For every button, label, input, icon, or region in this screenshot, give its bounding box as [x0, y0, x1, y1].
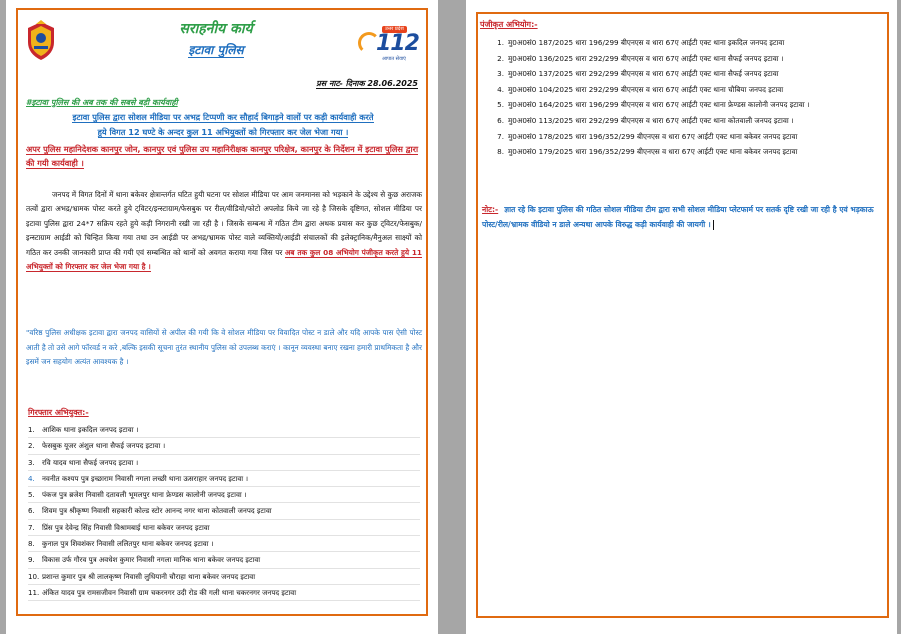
arrested-item — [28, 520, 420, 536]
header-subtitle: इटावा पुलिस — [188, 43, 244, 57]
direction-note: अपर पुलिस महानिदेशक कानपुर जोन, कानपुर एवं पुलिस उप महानिरीक्षक कानपुर परिक्षेत्र, कानपुर के निर्देशन में इटावा पुलिस द्वारा की गयी कार्यवाही । — [26, 144, 419, 168]
arrested-item-text: प्रिंस पुत्र देवेन्द्र सिंह निवासी विश्रामबाई थाना बकेवर जनपद इटावा — [42, 522, 210, 532]
arrested-item-number: 10. — [28, 571, 40, 581]
arrested-item-text: विकास उर्फ गौरव पुत्र अवधेश कुमार निवासी नगला मानिक थाना बकेवर जनपद इटावा — [42, 555, 261, 565]
arrested-item-number: 5. — [28, 490, 35, 500]
arrested-item — [28, 536, 420, 552]
case-item — [484, 51, 876, 67]
arrested-item-number: 1. — [28, 425, 35, 434]
arrested-item — [28, 569, 420, 585]
case-item-text: मु0अ0सं0 137/2025 धारा 292/299 बीएनएस व धारा 67ए आईटी एक्ट थाना सैफई जनपद इटावा — [508, 69, 779, 79]
case-item — [484, 113, 876, 129]
case-item — [484, 35, 876, 51]
note-label: नोट:- — [482, 205, 499, 214]
case-item-number: 1. — [497, 38, 504, 47]
hashtag-heading: #इटावा पुलिस की अब तक की सबसे बड़ी कार्यवाही — [26, 98, 178, 107]
arrested-item-text: पंकज पुत्र ब्रजेश निवासी दतावली भूमलपुर थाना फ्रेण्डस कालोनी जनपद इटावा । — [42, 490, 247, 500]
case-item — [484, 144, 876, 160]
body-text: जनपद में विगत दिनों में थाना बकेवर क्षेत्रान्तर्गत घटित हुयी घटना पर सोशल मीडिया पर आम जनमानस को भड़काने के उद्देश्य से कुछ अराजक तत्वों द्वारा अभद्र/भ्रामक पोस्ट करते हुये ट्विटर/इन्स्टाग्राम/फेसबुक पर रील/वीडियो/फोटो अपलोड किये जा रहे है जिसके दृष्टिगत, सोशल मीडिया पर इटावा पुलिस द्वारा 24*7 सक्रिय रहते हुये कड़ी निगरानी रखी जा रही है । जिसके सम्बन्ध में गठित टीम द्वारा अथक प्रयास कर कुछ ट्विटर/फेसबुक/इन्स्टाग्राम आईडी को चिन्हित किया गया तथा उन आईडी पर अभद्र/भ्रामक पोस्ट वाले व्यक्तियों/आईडी संचालकों की इलेक्ट्रानिक/मैनुअल साक्ष्यों को गठित कर उनकी जानकारी प्राप्त की गयी एवं सम्बन्धित को थानों को अवगत कराया गया जिस पर — [26, 190, 422, 257]
case-item — [484, 97, 876, 113]
arrested-item — [28, 487, 420, 503]
arrested-item-text: रवि यादव थाना सैफई जनपद इटावा । — [42, 457, 139, 467]
case-item-number: 7. — [497, 131, 504, 141]
document-page-right — [466, 0, 897, 634]
case-item — [484, 129, 876, 145]
case-item-number: 2. — [497, 53, 504, 63]
arrested-item — [28, 471, 420, 487]
arrested-item — [28, 422, 420, 438]
arrested-item — [28, 503, 420, 519]
document-page-left — [6, 0, 438, 634]
case-item — [484, 66, 876, 82]
body-highlight: अब तक कुल 08 अभियोग पंजीकृत करते हुये 11 अभियुक्तों को गिरफ्तार कर जेल भेजा गया है । — [26, 247, 422, 272]
cases-list — [484, 35, 876, 160]
arrested-item-text: आशिक थाना इकदिल जनपद इटावा । — [42, 425, 139, 434]
arrested-item-number: 4. — [28, 473, 35, 483]
case-item-text: मु0अ0सं0 164/2025 धारा 196/299 बीएनएस व धारा 67ए आईटी एक्ट थाना फ्रेण्डस कालोनी जनपद इटावा । — [508, 100, 810, 110]
case-item-text: मु0अ0सं0 187/2025 धारा 196/299 बीएनएस व धारा 67ए आईटी एक्ट थाना इकदिल जनपद इटावा — [508, 38, 785, 47]
arrested-item-text: नवनीत कश्यप पुत्र इच्छाराम निवासी नगला लच्छी थाना ऊसराहार जनपद इटावा । — [42, 473, 249, 483]
arrested-item-text: शिवम पुत्र श्रीकृष्ण निवासी सहकारी कोल्ड स्टोर आनन्द नगर थाना कोतवाली जनपद इटावा — [42, 506, 272, 516]
dial-112-logo — [358, 26, 424, 66]
case-item — [484, 82, 876, 98]
case-item-text: मु0अ0सं0 113/2025 धारा 292/299 बीएनएस व धारा 67ए आईटी एक्ट थाना कोतवाली जनपद इटावा । — [508, 115, 794, 125]
arrested-item-number: 2. — [28, 441, 35, 451]
case-item-text: मु0अ0सं0 178/2025 धारा 196/352/299 बीएनएस व धारा 67ए आईटी एक्ट थाना बकेवर जनपद इटावा — [508, 131, 798, 141]
case-item-text: मु0अ0सं0 179/2025 धारा 196/352/299 बीएनएस व धारा 67ए आईटी एक्ट थाना बकेवर जनपद इटावा — [508, 147, 798, 157]
header-title: सराहनीय कार्य — [179, 21, 253, 37]
arrested-item-number: 3. — [28, 457, 35, 467]
arrested-item — [28, 552, 420, 568]
logo112-top-text: उत्तर प्रदेश — [382, 26, 407, 33]
arrested-item — [28, 438, 420, 454]
arrested-item-number: 8. — [28, 539, 35, 549]
arrested-list — [28, 422, 420, 601]
case-item-number: 6. — [497, 115, 504, 125]
case-item-number: 8. — [497, 147, 504, 157]
warning-note — [482, 202, 878, 232]
arrested-item-text: कुनाल पुत्र शिवशंकर निवासी ललितपुर थाना बकेवर जनपद इटावा । — [42, 539, 214, 549]
arrested-item-number: 11. — [28, 587, 40, 597]
cases-heading: पंजीकृत अभियोग:- — [480, 20, 538, 29]
case-item-text: मु0अ0सं0 136/2025 धारा 292/299 बीएनएस व धारा 67ए आईटी एक्ट थाना सैफई जनपद इटावा । — [508, 53, 784, 63]
arrested-item — [28, 455, 420, 471]
arrested-item-text: अंकित यादव पुत्र रामसजीवन निवासी ग्राम चकरनगर उदी रोड की गली थाना चकरनगर जनपद इटावा — [42, 587, 297, 597]
arrested-item-number: 6. — [28, 506, 35, 516]
arrested-item — [28, 585, 420, 601]
logo112-number: 112 — [376, 31, 419, 56]
arrested-item-text: फेसबुक यूजर अंशुल थाना सैफई जनपद इटावा । — [42, 441, 166, 451]
header-title-block — [116, 20, 316, 58]
summary-line-2: हुये विगत 12 घण्टे के अन्दर कुल 11 अभियुक्तों को गिरफ्तार कर जेल भेजा गया । — [97, 127, 349, 137]
case-item-text: मु0अ0सं0 104/2025 धारा 292/299 बीएनएस व धारा 67ए आईटी एक्ट थाना चौबिया जनपद इटावा — [508, 84, 784, 94]
summary-heading — [26, 110, 420, 140]
arrested-item-number: 7. — [28, 522, 35, 532]
logo112-bottom-text: आपात सेवाएं — [382, 56, 406, 62]
summary-line-1: इटावा पुलिस द्वारा सोशल मीडिया पर अभद्र टिप्पणी कर सौहार्द बिगाड़ने वालों पर कड़ी कार्यवाही करते — [72, 112, 374, 122]
arrested-item-number: 9. — [28, 555, 35, 565]
up-police-emblem-icon — [24, 20, 58, 62]
case-item-number: 4. — [497, 84, 504, 94]
text-cursor — [713, 220, 715, 230]
case-item-number: 5. — [497, 100, 504, 110]
ssp-appeal-quote: "वरिष्ठ पुलिस अधीक्षक इटावा द्वारा जनपद वासियों से अपील की गयी कि वे सोशल मीडिया पर विवादित पोस्ट न डाले और यदि आपके पास ऐसी पोस्ट आती है तो उसे आगे फॉरवर्ड न करे ,बल्कि इसकी सूचना तुरंत स्थानीय पुलिस को उपलब्ध कराएं । कानून व्यवस्था बनाए रखना हमारी प्राथमिकता है और इसमें जन सहयोग अत्यंत आवश्यक है । — [26, 328, 422, 366]
press-note-date: प्रस नाट- दिनाक 28.06.2025 — [316, 79, 418, 88]
arrested-item-text: प्रशान्त कुमार पुत्र श्री लालकृष्ण निवासी लुधियानी चौराहा थाना बकेवर जनपद इटावा — [42, 571, 256, 581]
case-item-number: 3. — [497, 69, 504, 79]
body-paragraph — [26, 188, 422, 274]
arrested-heading: गिरफ्तार अभियुक्त:- — [28, 408, 89, 417]
note-text: ज्ञात रहे कि इटावा पुलिस की गठित सोशल मीडिया टीम द्वारा सभी सोशल मीडिया प्लेटफार्म पर सतर्क दृष्टि रखी जा रही है एवं भड़काऊ पोस्ट/रील/भ्रामक वीडियो न डाले अन्यथा आपके विरुद्ध कड़ी कार्यवाही की जायगी । — [482, 205, 874, 229]
